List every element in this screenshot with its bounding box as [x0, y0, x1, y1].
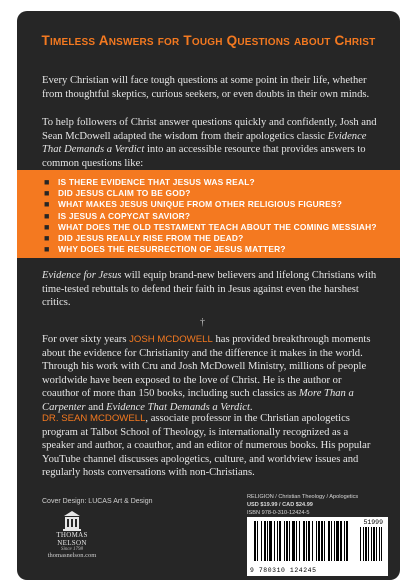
josh-bio-text: and [85, 401, 107, 413]
josh-book-title: More Than a Carpenter [42, 388, 354, 413]
headline-text: C [330, 33, 345, 48]
publisher-since: Since 1798 [60, 547, 84, 552]
question-item [44, 233, 377, 244]
headline-text: OUGH [191, 37, 223, 48]
evidence-book-title: Evidence for Jesus [42, 270, 122, 281]
evidence-text: will equip brand-new believers and lifelong Christians with time-tested rebuttals to defend their faith in Jesus against even the harshest critics. [42, 270, 377, 309]
question-item [44, 210, 377, 222]
square-bullet-icon: ■ [44, 210, 50, 221]
question-item [44, 244, 377, 255]
square-bullet-icon: ■ [44, 244, 50, 255]
headline [17, 33, 400, 48]
publisher-name: THOMAS NELSON [56, 531, 88, 547]
josh-bio-paragraph [42, 333, 379, 415]
question-text: DID JESUS REALLY RISE FROM THE DEAD? [58, 233, 244, 244]
category-label: RELIGION / Christian Theology / Apologetics [247, 494, 359, 500]
price-code: 51999 [363, 519, 383, 526]
question-text: IS THERE EVIDENCE THAT JESUS WAS REAL? [58, 177, 255, 187]
questions-list [44, 177, 377, 255]
help-text: into an accessible resource that provides answers to common questions like: [42, 144, 366, 169]
headline-text: A [95, 33, 109, 48]
publisher-url: thomasnelson.com [47, 552, 97, 559]
headline-text: UESTIONS [237, 37, 291, 48]
question-text: WHY DOES THE RESURRECTION OF JESUS MATTER? [58, 244, 286, 255]
question-text: IS JESUS A COPYCAT SAVIOR? [58, 210, 191, 221]
barcode [247, 517, 388, 576]
headline-text: FOR [157, 37, 180, 48]
sean-bio-text: , associate professor in the Christian apologetics program at Talbot School of Theology, is internationally recognized as a speaker and author, a coauthor, and an editor of numerous books. His popular YouTube channel discusses apologetics, culture, and worldview issues and regularly hosts conversations with non-Christians. [42, 413, 371, 479]
square-bullet-icon: ■ [44, 188, 50, 199]
question-text: DID JESUS CLAIM TO BE GOD? [58, 188, 191, 199]
question-text: WHAT DOES THE OLD TESTAMENT TEACH ABOUT THE COMING MESSIAH? [58, 221, 377, 232]
building-icon [63, 511, 81, 531]
headline-text: T [41, 33, 50, 48]
question-item [44, 177, 377, 188]
josh-bio-text: has provided breakthrough moments about the evidence for Christianity and the difference it makes in the world. Through his work with Cru and Josh McDowell Ministry, millions of people worldwide have been exposed to the love of Christ. He is the author or coauthor of more than 150 books, including such classics as [42, 334, 371, 400]
josh-bio-text: For over sixty years [42, 334, 130, 345]
square-bullet-icon: ■ [44, 221, 50, 232]
square-bullet-icon: ■ [44, 199, 50, 210]
cross-divider-icon: † [200, 317, 205, 328]
square-bullet-icon: ■ [44, 233, 50, 244]
josh-book-title: Evidence That Demands a Verdict [106, 401, 250, 413]
publisher-logo [42, 511, 102, 576]
josh-bio-text: . [249, 401, 253, 413]
intro-paragraph: Every Christian will face tough questions at some point in their life, whether from thoughtful skeptics, curious seekers, or even doubts in their own minds. [42, 75, 370, 100]
evidence-paragraph [42, 269, 379, 310]
sean-bio-paragraph [42, 412, 379, 480]
question-item [44, 199, 377, 210]
barcode-digits: 9 780310 124245 [250, 567, 317, 574]
headline-text: NSWERS [108, 37, 154, 48]
help-text: To help followers of Christ answer questions quickly and confidently, Josh and Sean McDowell adapted the wisdom from their apologetics classic [42, 117, 377, 142]
headline-text: ABOUT [294, 37, 331, 48]
isbn-label: ISBN 978-0-310-12424-5 [247, 510, 310, 516]
square-bullet-icon: ■ [44, 177, 50, 187]
question-text: WHAT MAKES JESUS UNIQUE FROM OTHER RELIGIOUS FIGURES? [58, 199, 343, 210]
questions-band [17, 170, 400, 258]
headline-text: Q [222, 33, 238, 48]
book-info [247, 493, 387, 517]
headline-text: HRIST [344, 37, 376, 48]
book-back-cover [17, 11, 400, 580]
barcode-bars-icon [252, 521, 382, 565]
headline-text: T [179, 33, 192, 48]
cover-design-credit: Cover Design: LUCAS Art & Design [42, 498, 153, 505]
headline-text: IMELESS [49, 37, 96, 48]
josh-name: JOSH MCDOWELL [129, 334, 213, 345]
help-paragraph [42, 116, 379, 170]
price-label: USD $19.99 / CAD $24.99 [247, 502, 313, 508]
question-item [44, 188, 377, 199]
help-book-title: Evidence That Demands a Verdict [42, 130, 367, 156]
sean-name: DR. SEAN MCDOWELL [42, 413, 146, 424]
question-item [44, 221, 377, 233]
